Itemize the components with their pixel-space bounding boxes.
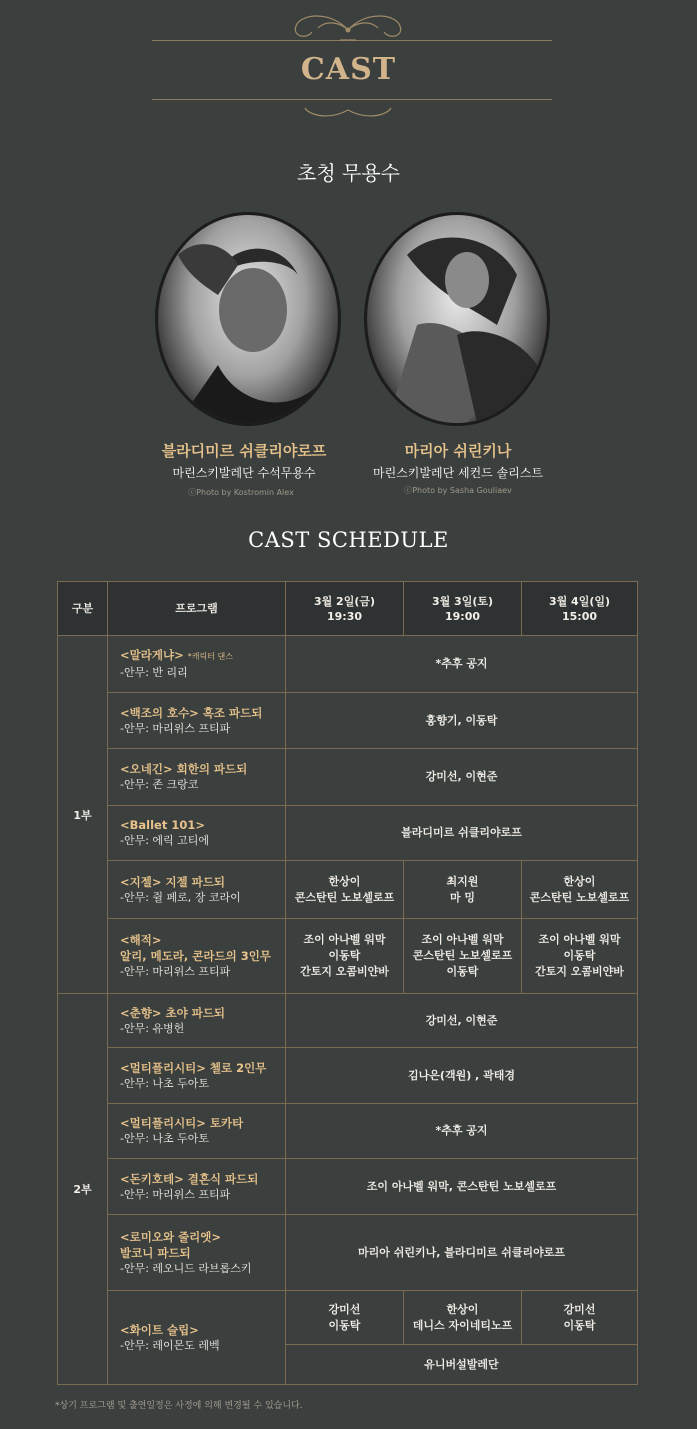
guest-dancers-title: 초청 무용수	[297, 161, 400, 185]
time-1-label: 19:30	[326, 609, 362, 623]
header-date-2	[404, 582, 522, 636]
table-row	[58, 861, 638, 919]
program-note: *캐릭터 댄스	[187, 652, 233, 661]
date-1-label: 3월 2일(금)	[313, 594, 376, 608]
program-cell	[108, 1159, 286, 1215]
program-title: <백조의 호수> 흑조 파드되	[120, 705, 263, 720]
date-3-label: 3월 4일(일)	[548, 594, 611, 608]
table-row	[58, 693, 638, 749]
program-cell	[108, 1048, 286, 1104]
header-date-1	[286, 582, 404, 636]
program-cell	[108, 693, 286, 749]
cast-cell: 마리아 쉬린키나, 블라디미르 쉬클리야로프	[286, 1215, 638, 1291]
program-subtitle: 발코니 파드되	[120, 1245, 191, 1260]
program-title: <Ballet 101>	[120, 818, 205, 832]
program-title: <로미오와 줄리엣>	[120, 1229, 222, 1244]
choreographer: -안무: 존 크랑코	[120, 778, 199, 791]
cast-name: 간토지 오콤비얀바	[300, 965, 389, 978]
choreographer: -안무: 나초 두아토	[120, 1076, 210, 1090]
table-row	[58, 749, 638, 806]
program-title: <오네긴> 회한의 파드되	[120, 762, 248, 776]
program-cell	[108, 636, 286, 693]
choreographer: -안무: 반 리리	[120, 666, 188, 679]
cast-name: 최지원	[446, 874, 479, 888]
program-subtitle: 알리, 메도라, 콘라드의 3인무	[120, 949, 271, 963]
dancer-role-2: 마린스키발레단 세컨드 솔리스트	[373, 466, 543, 480]
program-cell	[108, 806, 286, 861]
choreographer: -안무: 나초 두아토	[120, 1132, 210, 1145]
footnote: *상기 프로그램 및 출연일정은 사정에 의해 변경될 수 있습니다.	[55, 1401, 303, 1411]
cast-cell-date-3	[522, 861, 638, 919]
cast-cell: 홍향기, 이동탁	[286, 693, 638, 749]
program-title: <돈키호테> 결혼식 파드되	[120, 1171, 259, 1186]
program-cell	[108, 749, 286, 806]
table-row	[58, 994, 638, 1048]
cast-cell: *추후 공지	[286, 1104, 638, 1159]
cast-cell-date-3	[522, 1291, 638, 1345]
cast-cell-date-2	[404, 919, 522, 994]
dancer-photo-2	[364, 212, 550, 426]
cast-cell: 블라디미르 쉬클리야로프	[286, 806, 638, 861]
cast-name: 이동탁	[563, 1318, 596, 1332]
cast-name: 조이 아나벨 워막	[303, 933, 386, 946]
cast-name: 조이 아나벨 워막	[538, 933, 621, 946]
cast-name: 데니스 자이네티노프	[412, 1318, 513, 1332]
cast-name: 이동탁	[328, 949, 361, 962]
dancer-photo-1	[155, 212, 341, 426]
cast-cell: 강미선, 이현준	[286, 994, 638, 1048]
program-title	[120, 647, 285, 665]
dancer-role-1: 마린스키발레단 수석무용수	[172, 466, 316, 480]
part-2-label: 2부	[58, 994, 108, 1385]
cast-name: 콘스탄틴 노보셀로프	[294, 890, 395, 904]
cast-name: 한상이	[563, 874, 596, 888]
table-row	[58, 1048, 638, 1104]
program-title: <화이트 슬립>	[120, 1322, 199, 1337]
cast-cell-date-1	[286, 861, 404, 919]
program-title: <해적>	[120, 933, 162, 947]
choreographer: -안무: 에릭 고티에	[120, 834, 210, 847]
cast-name: 이동탁	[563, 949, 596, 962]
cast-name: 조이 아나벨 워막	[421, 933, 504, 946]
choreographer: -안무: 마리위스 프티파	[120, 965, 231, 978]
table-row	[58, 636, 638, 693]
table-row	[58, 1291, 638, 1345]
cast-name: 콘스탄틴 노보셀로프	[412, 949, 513, 962]
choreographer: -안무: 레오니드 라브롭스키	[120, 1261, 252, 1275]
program-title: <멀티플리시티> 첼로 2인무	[120, 1060, 267, 1075]
time-2-label: 19:00	[444, 609, 480, 623]
choreographer: -안무: 마리위스 프티파	[120, 1187, 231, 1201]
cast-cell-date-2	[404, 1291, 522, 1345]
cast-cell: 조이 아나벨 워막, 콘스탄틴 노보셀로프	[286, 1159, 638, 1215]
cast-name: 콘스탄틴 노보셀로프	[529, 890, 630, 904]
cast-cell-date-3	[522, 919, 638, 994]
dancer-name-2: 마리아 쉬린키나	[404, 442, 512, 460]
table-row	[58, 1159, 638, 1215]
schedule-title: CAST SCHEDULE	[248, 528, 449, 552]
cast-cell-date-2	[404, 861, 522, 919]
header-date-3	[522, 582, 638, 636]
photo-credit-2: ⓒPhoto by Sasha Gouliaev	[404, 486, 512, 495]
cast-cell: 강미선, 이현준	[286, 749, 638, 806]
program-cell	[108, 861, 286, 919]
cast-name: 마 밍	[449, 890, 476, 904]
cast-name: 이동탁	[446, 965, 479, 978]
cast-title: CAST	[300, 52, 397, 87]
cast-name: 강미선	[328, 1302, 361, 1316]
program-cell	[108, 1104, 286, 1159]
table-row	[58, 1104, 638, 1159]
choreographer: -안무: 레이몬도 레벡	[120, 1338, 220, 1352]
program-title: <춘향> 초야 파드되	[120, 1005, 226, 1020]
table-row	[58, 919, 638, 994]
cast-name: 강미선	[563, 1302, 596, 1316]
program-cell	[108, 1291, 286, 1385]
program-title: <멀티플리시티> 토카타	[120, 1116, 244, 1130]
cast-cell: 유니버설발레단	[286, 1345, 638, 1385]
cast-schedule-table	[57, 581, 638, 1385]
cast-name: 한상이	[328, 874, 361, 888]
program-title: <지젤> 지젤 파드되	[120, 874, 226, 889]
program-title-text: <말라게냐>	[120, 648, 184, 662]
date-2-label: 3월 3일(토)	[431, 594, 494, 608]
photo-credit-1: ⓒPhoto by Kostromin Alex	[188, 488, 294, 497]
dancer-name-1: 블라디미르 쉬클리야로프	[161, 442, 327, 460]
program-cell	[108, 919, 286, 994]
header-ornament	[0, 0, 697, 120]
choreographer: -안무: 마리위스 프티파	[120, 721, 231, 735]
cast-name: 이동탁	[328, 1318, 361, 1332]
header-part: 구분	[58, 582, 108, 636]
cast-cell-date-1	[286, 919, 404, 994]
choreographer: -안무: 쥘 페로, 장 코라이	[120, 890, 241, 904]
table-header-row	[58, 582, 638, 636]
table-row	[58, 806, 638, 861]
cast-name: 한상이	[446, 1302, 479, 1316]
table-row	[58, 1215, 638, 1291]
cast-name: 간토지 오콤비얀바	[535, 965, 624, 978]
program-cell	[108, 1215, 286, 1291]
time-3-label: 15:00	[561, 609, 597, 623]
part-1-label: 1부	[58, 636, 108, 994]
choreographer: -안무: 유병헌	[120, 1021, 185, 1035]
cast-cell-date-1	[286, 1291, 404, 1345]
cast-cell: 김나은(객원) , 곽태경	[286, 1048, 638, 1104]
cast-cell: *추후 공지	[286, 636, 638, 693]
header-program: 프로그램	[108, 582, 286, 636]
program-cell	[108, 994, 286, 1048]
